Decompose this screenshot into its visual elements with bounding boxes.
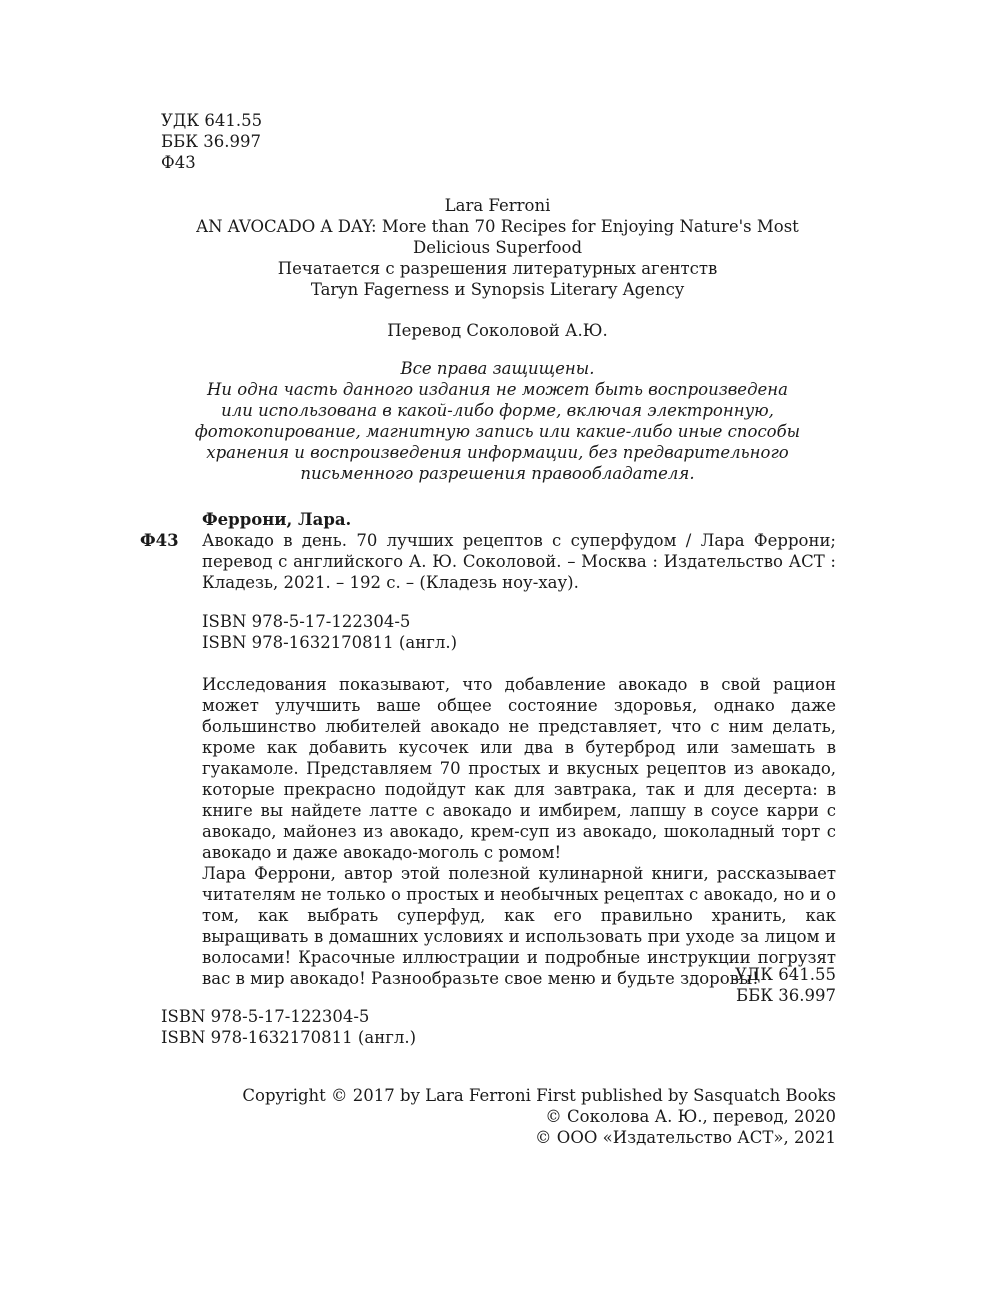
translator-line: Перевод Соколовой А.Ю. bbox=[387, 321, 608, 340]
rights-line6: письменного разрешения правообладателя. bbox=[300, 464, 695, 483]
original-edition-info bbox=[160, 195, 835, 300]
original-title-line2: Delicious Superfood bbox=[412, 238, 583, 257]
isbn-russian-outer: ISBN 978-5-17-122304-5 bbox=[161, 1007, 370, 1026]
original-author: Lara Ferroni bbox=[444, 196, 551, 215]
rights-notice bbox=[160, 358, 835, 484]
rights-line4: фотокопирование, магнитную запись или какие-либо иные способы bbox=[194, 422, 801, 441]
annotation bbox=[202, 674, 836, 989]
rights-line2: Ни одна часть данного издания не может быть воспроизведена bbox=[207, 380, 788, 399]
rights-line3: или использована в какой-либо форме, включая электронную, bbox=[221, 401, 774, 420]
original-title-line1: AN AVOCADO A DAY: More than 70 Recipes for Enjoying Nature's Most bbox=[196, 217, 799, 236]
copyright-notice bbox=[235, 1085, 836, 1148]
bibliographic-description: Авокадо в день. 70 лучших рецептов с суперфудом / Лара Феррони; перевод с английского А. Ю. Соколовой. – Москва : Издательство АСТ : Кладезь, 2021. – 192 с. – (Кладезь ноу-хау). bbox=[202, 531, 836, 592]
bbk-code-right: ББК 36.997 bbox=[736, 986, 836, 1005]
isbn-english: ISBN 978-1632170811 (англ.) bbox=[202, 633, 458, 652]
bbk-code: ББК 36.997 bbox=[161, 132, 261, 151]
isbn-block-outer bbox=[161, 1006, 416, 1048]
copyright-line2: © Соколова А. Ю., перевод, 2020 bbox=[545, 1107, 836, 1126]
author-mark: Ф43 bbox=[161, 153, 196, 172]
isbn-russian: ISBN 978-5-17-122304-5 bbox=[202, 612, 411, 631]
bibliographic-author: Феррони, Лара. bbox=[202, 510, 352, 529]
bibliographic-record bbox=[202, 509, 836, 593]
isbn-block-inner bbox=[202, 611, 457, 653]
copyright-line1: Copyright © 2017 by Lara Ferroni First published by Sasquatch Books bbox=[242, 1086, 836, 1105]
classification-codes-top bbox=[161, 110, 262, 173]
permission-line1: Печатается с разрешения литературных агентств bbox=[277, 259, 718, 278]
classification-codes-right bbox=[600, 964, 836, 1006]
translator-credit bbox=[160, 320, 835, 341]
udk-code-right: УДК 641.55 bbox=[734, 965, 836, 984]
rights-line5: хранения и воспроизведения информации, без предварительного bbox=[206, 443, 789, 462]
udk-code: УДК 641.55 bbox=[161, 111, 263, 130]
copyright-line3: © ООО «Издательство АСТ», 2021 bbox=[535, 1128, 836, 1147]
annotation-paragraph-1: Исследования показывают, что добавление авокадо в свой рацион может улучшить ваше общее состояние здоровья, однако даже большинство любителей авокадо не представляет, что с ним делать, кроме как добавить кусочек или два в бутерброд или замешать в гуакамоле. Представляем 70 простых и вкусных рецептов из авокадо, которые прекрасно подойдут как для завтрака, так и для десерта: в книге вы найдете латте с авокадо и имбирем, лапшу в соусе карри с авокадо, майонез из авокадо, крем-суп из авокадо, шоколадный торт с авокадо и даже авокадо-моголь с ромом! bbox=[202, 675, 836, 862]
isbn-english-outer: ISBN 978-1632170811 (англ.) bbox=[161, 1028, 417, 1047]
annotation-paragraph-2: Лара Феррони, автор этой полезной кулинарной книги, рассказывает читателям не только о простых и необычных рецептах с авокадо, но и о том, как выбрать суперфуд, как его правильно хранить, как выращивать в домашних условиях и использовать при уходе за лицом и волосами! Красочные иллюстрации и подробные инструкции погрузят вас в мир авокадо! Разнообразьте свое меню и будьте здоровы! bbox=[202, 864, 836, 988]
rights-line1: Все права защищены. bbox=[400, 359, 595, 378]
permission-line2: Taryn Fagerness и Synopsis Literary Agency bbox=[310, 280, 685, 299]
bibliographic-author-mark: Ф43 bbox=[140, 531, 179, 550]
